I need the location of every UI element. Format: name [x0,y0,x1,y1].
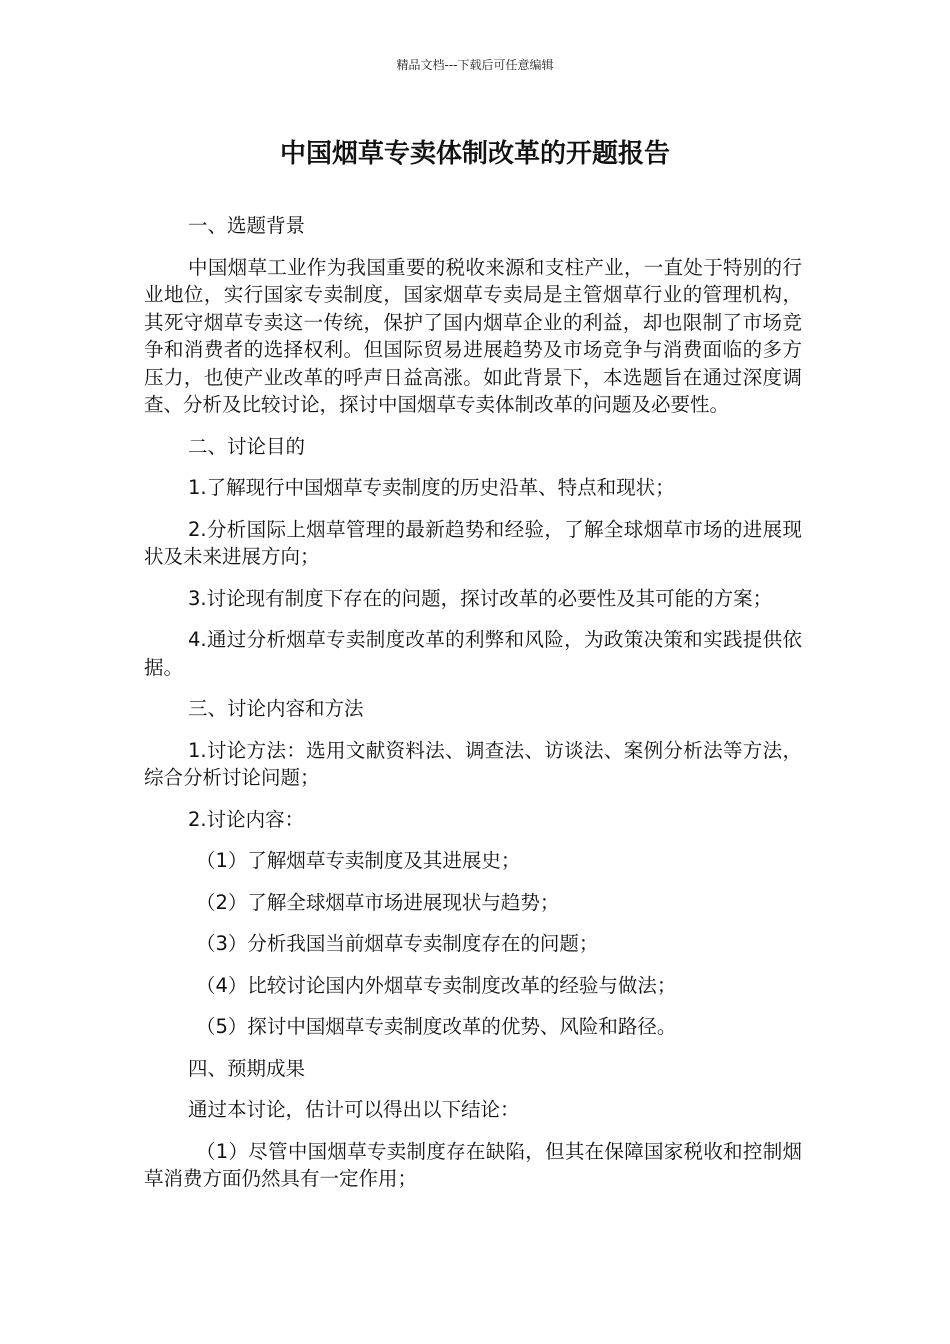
section-heading-expected-results: 四、预期成果 [188,1056,306,1080]
content-subitem-2: （2）了解全球烟草市场进展现状与趋势； [196,890,560,914]
document-body [144,212,802,1207]
paragraph-background: 中国烟草工业作为我国重要的税收来源和支柱产业，一直处于特别的行业地位，实行国家专卖制度，国家烟草专卖局是主管烟草行业的管理机构，其死守烟草专卖这一传统，保护了国内烟草企业的利益，却也限制了市场竞争和消费者的选择权利。但国际贸易进展趋势及市场竞争与消费面临的多方压力，也使产业改革的呼声日益高涨。如此背景下，本选题旨在通过深度调查、分析及比较讨论，探讨中国烟草专卖体制改革的问题及必要性。 [144,255,802,416]
content-subitem-3: （3）分析我国当前烟草专卖制度存在的问题； [196,932,599,955]
purpose-item-1: 1.了解现行中国烟草专卖制度的历史沿革、特点和现状； [188,476,675,499]
expected-result-item-1: （1）尽管中国烟草专卖制度存在缺陷，但其在保障国家税收和控制烟草消费方面仍然具有一定作用； [144,1139,802,1190]
section-heading-purpose: 二、讨论目的 [188,434,306,458]
purpose-item-4: 4.通过分析烟草专卖制度改革的利弊和风险，为政策决策和实践提供依据。 [144,628,802,679]
purpose-item-2: 2.分析国际上烟草管理的最新趋势和经验，了解全球烟草市场的进展现状及未来进展方向； [144,517,802,568]
content-subitem-1: （1）了解烟草专卖制度及其进展史； [196,849,521,872]
page-header-note: 精品文档---下载后可任意编辑 [396,58,554,72]
methods-item-2: 2.讨论内容： [188,807,305,831]
section-heading-background: 一、选题背景 [188,214,306,237]
purpose-item-3: 3.讨论现有制度下存在的问题，探讨改革的必要性及其可能的方案； [188,586,773,610]
content-subitem-5: （5）探讨中国烟草专卖制度改革的优势、风险和路径。 [196,1015,677,1038]
document-title: 中国烟草专卖体制改革的开题报告 [279,139,670,169]
expected-results-intro: 通过本讨论，估计可以得出以下结论： [188,1098,520,1121]
methods-item-1: 1.讨论方法：选用文献资料法、调查法、访谈法、案例分析法等方法，综合分析讨论问题； [144,738,802,789]
section-heading-content-methods: 三、讨论内容和方法 [188,697,364,720]
content-subitem-4: （4）比较讨论国内外烟草专卖制度改革的经验与做法； [196,973,677,997]
